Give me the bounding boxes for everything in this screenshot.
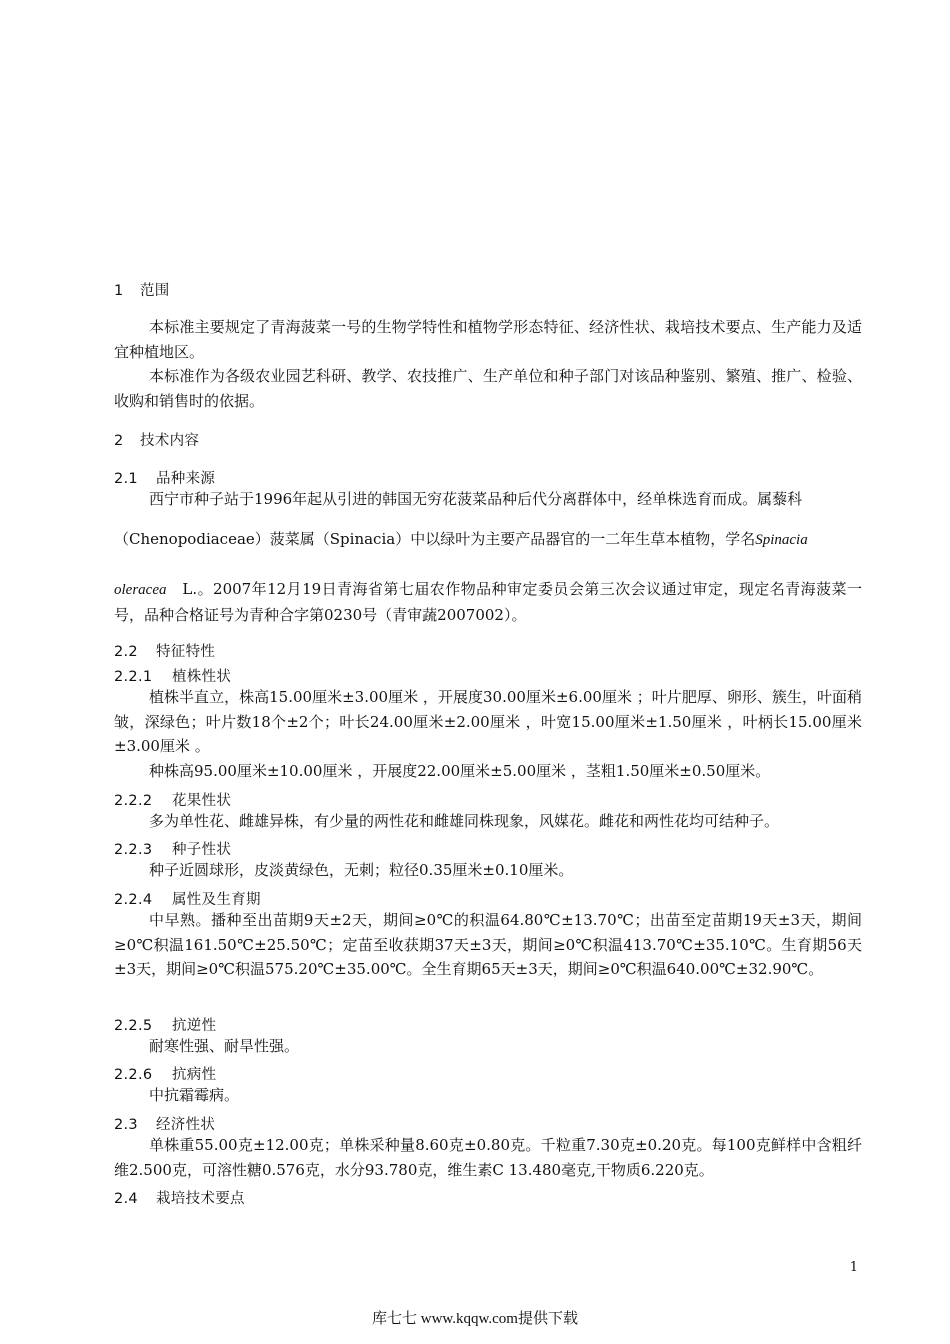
subsection-title: 栽培技术要点 xyxy=(156,1191,245,1207)
subsection-heading-2-4 xyxy=(114,1187,245,1208)
subsection-heading-2-2-3 xyxy=(114,838,231,859)
section-number: 2 xyxy=(114,433,124,449)
paragraph-stress-resistance: 耐寒性强、耐旱性强。 xyxy=(149,1037,300,1055)
section-heading-1 xyxy=(114,279,170,300)
subsection-title: 品种来源 xyxy=(156,471,216,487)
paragraph-growth-period: 中早熟。播种至出苗期9天±2天，期间≥0℃的积温64.80℃±13.70℃；出苗至定苗期19天±3天，期间≥0℃积温161.50℃±25.50℃；定苗至收获期37天±3天，期间≥0℃积温413.70℃±35.10℃。生育期56天±3天，期间≥0℃积温575.20℃±35.00℃。全生育期65天±3天，期间≥0℃积温640.00℃±32.90℃。 xyxy=(114,911,862,978)
subsection-number: 2.4 xyxy=(114,1191,138,1207)
subsection-title: 属性及生育期 xyxy=(172,892,261,908)
subsection-title: 植株性状 xyxy=(172,669,232,685)
paragraph-variety-origin-line2 xyxy=(114,527,862,553)
page-number: 1 xyxy=(849,1260,858,1275)
paragraph-scope-2: 本标准作为各级农业园艺科研、教学、农技推广、生产单位和种子部门对该品种鉴别、繁殖、推广、检验、收购和销售时的依据。 xyxy=(114,367,862,410)
subsection-title: 花果性状 xyxy=(172,793,232,809)
subsection-heading-2-2-2 xyxy=(114,789,231,810)
subsection-heading-2-2-5 xyxy=(114,1014,216,1035)
section-title: 范围 xyxy=(140,283,170,299)
subsection-heading-2-2-4 xyxy=(114,888,261,909)
subsection-number: 2.2.1 xyxy=(114,669,153,685)
text-run: L.。2007年12月19日青海省第七届农作物品种审定委员会第三次会议通过审定，现定名青海菠菜一号，品种合格证号为青种合字第0230号（青审蔬2007002）。 xyxy=(114,580,862,624)
subsection-number: 2.3 xyxy=(114,1117,138,1133)
paragraph-plant-traits: 植株半直立，株高15.00厘米±3.00厘米 ，开展度30.00厘米±6.00厘米 ；叶片肥厚、卵形、簇生，叶面稍皱，深绿色；叶片数18个±2个；叶长24.00厘米±2.00厘米 ，叶宽15.00厘米±1.50厘米 ，叶柄长15.00厘米±3.00厘米 。 xyxy=(114,688,862,755)
subsection-heading-2-3 xyxy=(114,1113,215,1134)
section-title: 技术内容 xyxy=(140,433,200,449)
paragraph-seed-plant-traits: 种株高95.00厘米±10.00厘米 ，开展度22.00厘米±5.00厘米 ，茎粗1.50厘米±0.50厘米。 xyxy=(149,762,771,780)
paragraph-economic-traits: 单株重55.00克±12.00克；单株采种量8.60克±0.80克。千粒重7.30克±0.20克。每100克鲜样中含粗纤维2.500克，可溶性糖0.576克，水分93.780克，维生素C 13.480毫克,干物质6.220克。 xyxy=(114,1136,862,1179)
subsection-heading-2-2-1 xyxy=(114,665,231,686)
subsection-title: 种子性状 xyxy=(172,842,232,858)
subsection-title: 抗逆性 xyxy=(172,1018,217,1034)
subsection-title: 特征特性 xyxy=(156,644,216,660)
paragraph-disease-resistance: 中抗霜霉病。 xyxy=(149,1086,240,1104)
latin-species: oleracea xyxy=(114,582,167,598)
subsection-heading-2-2 xyxy=(114,640,215,661)
subsection-title: 经济性状 xyxy=(156,1117,216,1133)
paragraph-variety-origin-line3 xyxy=(114,577,862,627)
subsection-heading-2-2-6 xyxy=(114,1063,216,1084)
subsection-number: 2.2.2 xyxy=(114,793,153,809)
paragraph-scope-1: 本标准主要规定了青海菠菜一号的生物学特性和植物学形态特征、经济性状、栽培技术要点、生产能力及适宜种植地区。 xyxy=(114,318,862,361)
paragraph-flower-fruit: 多为单性花、雌雄异株，有少量的两性花和雌雄同株现象，风媒花。雌花和两性花均可结种子。 xyxy=(149,812,780,830)
section-heading-2 xyxy=(114,429,199,450)
subsection-number: 2.2 xyxy=(114,644,138,660)
subsection-number: 2.1 xyxy=(114,471,138,487)
footer-watermark-text: 库七七 www.kqqw.com提供下载 xyxy=(372,1311,578,1327)
subsection-number: 2.2.6 xyxy=(114,1067,153,1083)
subsection-heading-2-1 xyxy=(114,467,215,488)
section-number: 1 xyxy=(114,283,124,299)
paragraph-seed-traits: 种子近圆球形，皮淡黄绿色，无刺；粒径0.35厘米±0.10厘米。 xyxy=(149,861,574,879)
paragraph-variety-origin-line1: 西宁市种子站于1996年起从引进的韩国无穷花菠菜品种后代分离群体中，经单株选育而成。属藜科 xyxy=(149,490,803,508)
subsection-number: 2.2.3 xyxy=(114,842,153,858)
subsection-number: 2.2.5 xyxy=(114,1018,153,1034)
subsection-title: 抗病性 xyxy=(172,1067,217,1083)
text-run: （Chenopodiaceae）菠菜属（Spinacia）中以绿叶为主要产品器官的一二年生草本植物，学名 xyxy=(114,530,756,548)
subsection-number: 2.2.4 xyxy=(114,892,153,908)
latin-genus: Spinacia xyxy=(755,532,808,548)
